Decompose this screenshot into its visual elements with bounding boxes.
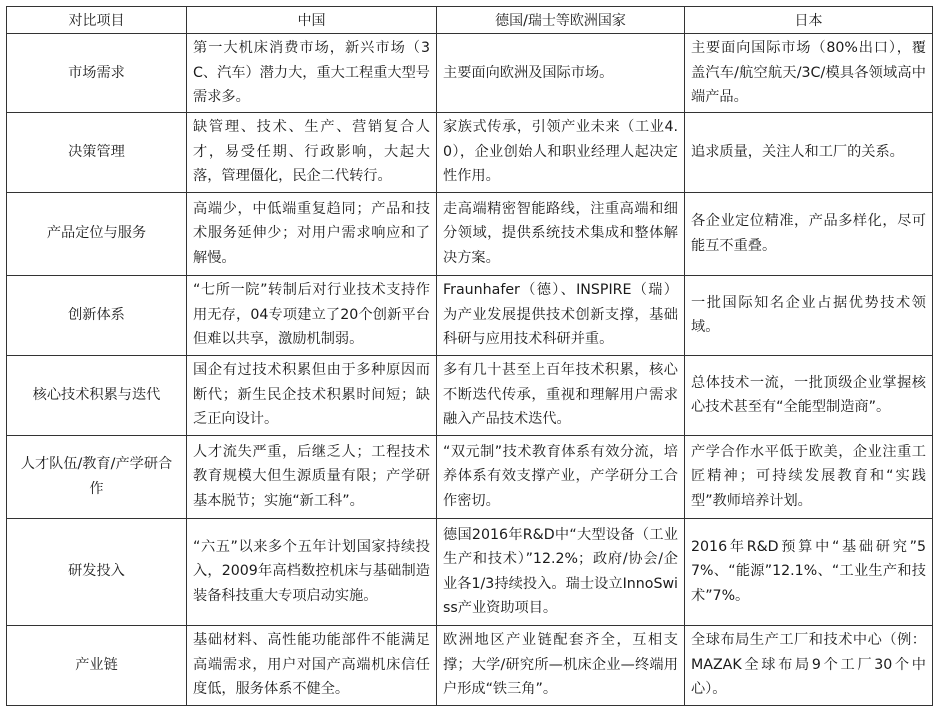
japan-cell: 全球布局生产工厂和技术中心（例：MAZAK全球布局9个工厂30个中心）。 — [685, 625, 933, 705]
europe-cell: Fraunhafer（德）、INSPIRE（瑞）为产业发展提供技术创新支撑，基础科研与应用技术科研并重。 — [437, 275, 685, 355]
row-item-label: 研发投入 — [7, 518, 187, 625]
table-row — [7, 34, 933, 113]
row-item-label: 市场需求 — [7, 34, 187, 113]
china-cell: “七所一院”转制后对行业技术支持作用无存，04专项建立了20个创新平台但难以共享，激励机制弱。 — [187, 275, 437, 355]
comparison-table — [6, 6, 933, 706]
header-row — [7, 7, 933, 34]
table-row — [7, 625, 933, 705]
china-cell: 人才流失严重，后继乏人；工程技术教育规模大但生源质量有限；产学研基本脱节；实施“新工科”。 — [187, 435, 437, 518]
row-item-label: 决策管理 — [7, 112, 187, 192]
europe-cell: 家族式传承，引领产业未来（工业4.0），企业创始人和职业经理人起决定性作用。 — [437, 112, 685, 192]
header-china: 中国 — [187, 7, 437, 34]
china-cell: 国企有过技术积累但由于多种原因而断代；新生民企技术积累时间短；缺乏正向设计。 — [187, 355, 437, 435]
china-cell: “六五”以来多个五年计划国家持续投入，2009年高档数控机床与基础制造装备科技重大专项启动实施。 — [187, 518, 437, 625]
europe-cell: 主要面向欧洲及国际市场。 — [437, 34, 685, 113]
japan-cell: 追求质量，关注人和工厂的关系。 — [685, 112, 933, 192]
japan-cell: 2016年R&D预算中“基础研究”57%、“能源”12.1%、“工业生产和技术”7%。 — [685, 518, 933, 625]
row-item-label: 创新体系 — [7, 275, 187, 355]
china-cell: 基础材料、高性能功能部件不能满足高端需求，用户对国产高端机床信任度低，服务体系不健全。 — [187, 625, 437, 705]
table-row — [7, 355, 933, 435]
table-row — [7, 112, 933, 192]
row-item-label: 产品定位与服务 — [7, 192, 187, 275]
table-row — [7, 518, 933, 625]
japan-cell: 主要面向国际市场（80%出口），覆盖汽车/航空航天/3C/模具各领域高中端产品。 — [685, 34, 933, 113]
row-item-label: 产业链 — [7, 625, 187, 705]
china-cell: 高端少，中低端重复趋同；产品和技术服务延伸少；对用户需求响应和了解慢。 — [187, 192, 437, 275]
header-europe: 德国/瑞士等欧洲国家 — [437, 7, 685, 34]
china-cell: 第一大机床消费市场，新兴市场（3C、汽车）潜力大，重大工程重大型号需求多。 — [187, 34, 437, 113]
europe-cell: “双元制”技术教育体系有效分流，培养体系有效支撑产业，产学研分工合作密切。 — [437, 435, 685, 518]
row-item-label: 核心技术积累与迭代 — [7, 355, 187, 435]
japan-cell: 总体技术一流，一批顶级企业掌握核心技术甚至有“全能型制造商”。 — [685, 355, 933, 435]
row-item-label: 人才队伍/教育/产学研合作 — [7, 435, 187, 518]
japan-cell: 各企业定位精准，产品多样化，尽可能互不重叠。 — [685, 192, 933, 275]
japan-cell: 一批国际知名企业占据优势技术领域。 — [685, 275, 933, 355]
europe-cell: 走高端精密智能路线，注重高端和细分领域，提供系统技术集成和整体解决方案。 — [437, 192, 685, 275]
china-cell: 缺管理、技术、生产、营销复合人才，易受任期、行政影响，大起大落，管理僵化，民企二代转行。 — [187, 112, 437, 192]
table-row — [7, 275, 933, 355]
table-row — [7, 192, 933, 275]
europe-cell: 德国2016年R&D中“大型设备（工业生产和技术）”12.2%；政府/协会/企业各1/3持续投入。瑞士设立InnoSwiss产业资助项目。 — [437, 518, 685, 625]
header-japan: 日本 — [685, 7, 933, 34]
table-row — [7, 435, 933, 518]
header-item: 对比项目 — [7, 7, 187, 34]
europe-cell: 多有几十甚至上百年技术积累，核心不断迭代传承，重视和理解用户需求融入产品技术迭代。 — [437, 355, 685, 435]
japan-cell: 产学合作水平低于欧美，企业注重工匠精神；可持续发展教育和“实践型”教师培养计划。 — [685, 435, 933, 518]
europe-cell: 欧洲地区产业链配套齐全，互相支撑；大学/研究所—机床企业—终端用户形成“铁三角”。 — [437, 625, 685, 705]
